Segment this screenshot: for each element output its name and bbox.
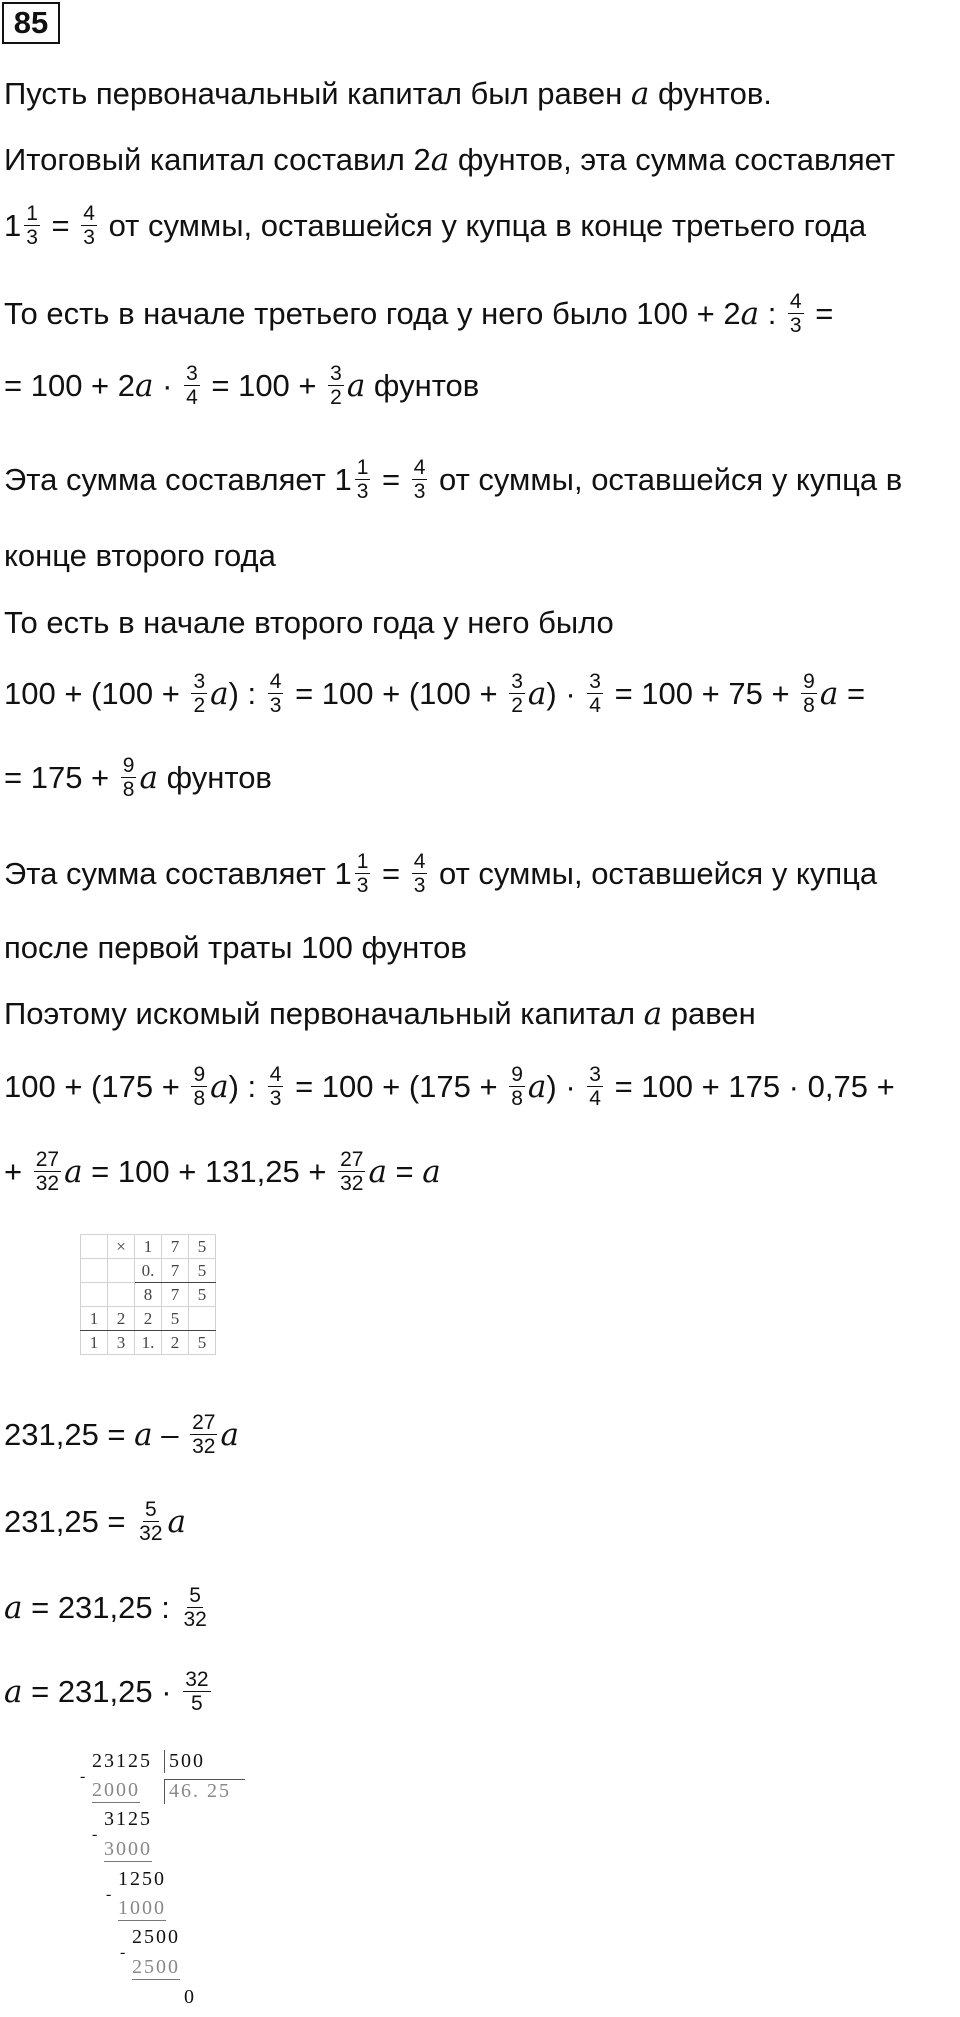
minus-sign: - xyxy=(106,1886,114,1903)
text-line-10: = 175 + $\frac{9}{8}$ a фунтов xyxy=(4,754,272,802)
text-line-17: 231,25 = $\frac{5}{32}$ a xyxy=(4,1498,186,1546)
text-line-15: + $\frac{27}{32}$ a = 100 + 131,25 + $\frac{27}{32}$ a = a xyxy=(4,1148,441,1196)
fraction: $\frac{32}{5}$ xyxy=(185,1668,209,1716)
fraction: $\frac{9}{8}$ xyxy=(803,670,815,718)
text-line-14: 100 + (175 + $\frac{9}{8}$ a) : $\frac{4}{3}$ = 100 + (175 + $\frac{9}{8}$ a) · $\frac{3}{4}$ = 100 + 175 · 0,75 + xyxy=(4,1063,895,1111)
division-divisor: 500 xyxy=(164,1750,205,1773)
fraction: $\frac{1}{3}$ xyxy=(356,456,369,504)
fraction: $\frac{4}{3}$ xyxy=(413,850,426,898)
text-line-2: Итоговый капитал составил 2a фунтов, эта сумма составляет xyxy=(4,142,896,178)
fraction: $\frac{9}{8}$ xyxy=(511,1063,523,1111)
text-line-16: 231,25 = a – $\frac{27}{32}$ a xyxy=(4,1411,239,1459)
text-line-13: Поэтому искомый первоначальный капитал a равен xyxy=(4,996,756,1032)
text-line-1: Пусть первоначальный капитал был равен a фунтов. xyxy=(4,76,772,112)
fraction: $\frac{4}{3}$ xyxy=(413,456,426,504)
division-remainder-1: 3125 xyxy=(104,1808,152,1830)
text-line-5: = 100 + 2a · $\frac{3}{4}$ = 100 + $\frac{3}{2}$ a фунтов xyxy=(4,362,480,410)
fraction: $\frac{1}{3}$ xyxy=(356,850,369,898)
problem-number: 85 xyxy=(2,2,60,44)
text-line-11: Эта сумма составляет 1 $\frac{1}{3}$ = $\frac{4}{3}$ от суммы, оставшейся у купца xyxy=(4,850,878,898)
text-line-6: Эта сумма составляет 1 $\frac{1}{3}$ = $\frac{4}{3}$ от суммы, оставшейся у купца в xyxy=(4,456,903,504)
text-line-7: конце второго года xyxy=(4,538,276,573)
text-line-9: 100 + (100 + $\frac{3}{2}$ a) : $\frac{4}{3}$ = 100 + (100 + $\frac{3}{2}$ a) · $\frac{3}{4}$ = 100 + 75 + $\frac{9}{8}$ a = xyxy=(4,670,866,718)
text-line-18: a = 231,25 : $\frac{5}{32}$ xyxy=(4,1584,207,1632)
fraction: $\frac{3}{2}$ xyxy=(193,670,206,718)
fraction: $\frac{5}{32}$ xyxy=(139,1498,163,1546)
fraction: $\frac{3}{4}$ xyxy=(589,670,601,718)
fraction: $\frac{5}{32}$ xyxy=(183,1584,207,1632)
fraction: $\frac{3}{4}$ xyxy=(589,1063,601,1111)
multiplication-grid: × 1 7 5 0. 7 5 8 7 5 1 2 2 5 1 3 1. 2 5 xyxy=(80,1234,216,1355)
fraction: $\frac{27}{32}$ xyxy=(340,1148,364,1196)
fraction: $\frac{4}{3}$ xyxy=(83,202,95,250)
minus-sign: - xyxy=(80,1768,88,1785)
text-line-4: То есть в начале третьего года у него было 100 + 2a : $\frac{4}{3}$ = xyxy=(4,290,834,338)
fraction: $\frac{27}{32}$ xyxy=(35,1148,60,1196)
minus-sign: - xyxy=(120,1944,128,1961)
fraction: $\frac{1}{3}$ xyxy=(26,202,38,250)
fraction: $\frac{27}{32}$ xyxy=(192,1411,216,1459)
fraction: $\frac{4}{3}$ xyxy=(269,1063,282,1111)
fraction: $\frac{9}{8}$ xyxy=(122,754,135,802)
text-line-8: То есть в начале второго года у него было xyxy=(4,605,614,640)
division-subtrahend-3: 1000 xyxy=(118,1897,166,1919)
fraction: $\frac{4}{3}$ xyxy=(269,670,282,718)
fraction: $\frac{4}{3}$ xyxy=(789,290,802,338)
division-subtrahend-4: 2500 xyxy=(132,1956,180,1978)
fraction: $\frac{3}{4}$ xyxy=(186,362,198,410)
fraction: $\frac{3}{2}$ xyxy=(511,670,523,718)
minus-sign: - xyxy=(92,1826,100,1843)
division-dividend: 23125 xyxy=(92,1750,152,1772)
text-line-12: после первой траты 100 фунтов xyxy=(4,930,467,965)
division-remainder-3: 2500 xyxy=(132,1926,180,1948)
division-subtrahend-2: 3000 xyxy=(104,1838,152,1860)
text-line-19: a = 231,25 · $\frac{32}{5}$ xyxy=(4,1668,209,1716)
division-quotient: 46. 25 xyxy=(164,1779,245,1804)
division-remainder-2: 1250 xyxy=(118,1868,166,1890)
division-subtrahend-1: 2000 xyxy=(92,1779,140,1801)
division-remainder-4: 0 xyxy=(184,1986,196,2008)
text-line-3: 1 $\frac{1}{3}$ = $\frac{4}{3}$ от суммы, оставшейся у купца в конце третьего года xyxy=(4,202,867,250)
fraction: $\frac{3}{2}$ xyxy=(330,362,342,410)
fraction: $\frac{9}{8}$ xyxy=(193,1063,206,1111)
